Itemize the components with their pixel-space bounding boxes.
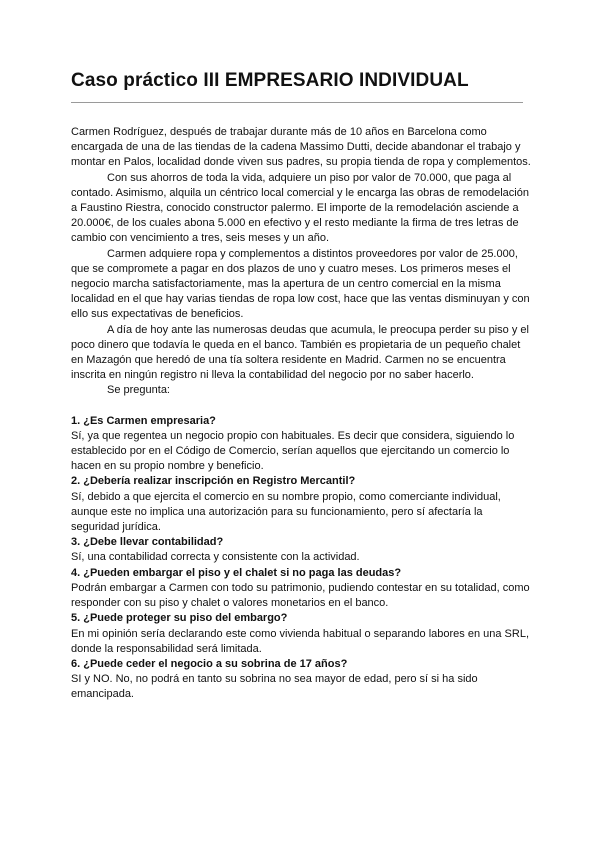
document-title: Caso práctico III EMPRESARIO INDIVIDUAL (71, 70, 469, 91)
title-divider (71, 102, 523, 103)
answer-1: Sí, ya que regentea un negocio propio con habituales. Es decir que considera, siguiendo lo establecido por en el Código de Comercio, serían aquellos que ejercitando un comercio lo hacen en su propio nombre y beneficio. (71, 429, 515, 473)
answer-6: SI y NO. No, no podrá en tanto su sobrina no sea mayor de edad, pero sí si ha sido emancipada. (71, 673, 478, 701)
answer-4: Podrán embargar a Carmen con todo su patrimonio, pudiendo contestar en su totalidad, como responder con su piso y chalet o valores monetarios en el banco. (71, 581, 530, 610)
question-3: 3. ¿Debe llevar contabilidad? (71, 536, 224, 549)
question-4: 4. ¿Pueden embargar el piso y el chalet si no paga las deudas? (71, 566, 402, 579)
paragraph-savings: Con sus ahorros de toda la vida, adquiere un piso por valor de 70.000, que paga al contado. Asimismo, alquila un céntrico local comercial y le encarga las obras de remodelación a Faustino Riestra, conocido constructor palermo. El importe de la remodelación asciende a 20.000€, de los cuales abona 5.000 en efectivo y el resto mediante la firma de tres letras de cambio con vencimiento a tres, seis meses y un año. (71, 171, 529, 245)
spacer (71, 399, 531, 414)
document-body (71, 125, 531, 703)
question-6: 6. ¿Puede ceder el negocio a su sobrina de 17 años? (71, 657, 348, 670)
question-2: 2. ¿Debería realizar inscripción en Registro Mercantil? (71, 475, 356, 488)
paragraph-debts: A día de hoy ante las numerosas deudas que acumula, le preocupa perder su piso y el poco dinero que todavía le queda en el banco. También es propietaria de un pequeño chalet en Mazagón que heredó de una tía soltera residente en Madrid. Carmen no se encuentra inscrita en ningún registro ni lleva la contabilidad del negocio por no saber hacerlo. (71, 323, 529, 382)
paragraph-suppliers: Carmen adquiere ropa y complementos a distintos proveedores por valor de 25.000, que se compromete a pagar en dos plazos de uno y cuatro meses. Los primeros meses el negocio marcha satisfactoriamente, mas la apertura de un centro comercial en la misma localidad en el que hay varias tiendas de ropa low cost, hace que las ventas disminuyan y con ello sus expectativas de beneficios. (71, 247, 530, 321)
paragraph-question-intro: Se pregunta: (107, 384, 170, 397)
question-1: 1. ¿Es Carmen empresaria? (71, 414, 216, 427)
answer-2: Sí, debido a que ejercita el comercio en su nombre propio, como comerciante individual, aunque este no implica una autorización para su funcionamiento, pero sí afectaría la seguridad jurídica. (71, 490, 501, 534)
answer-3: Sí, una contabilidad correcta y consistente con la actividad. (71, 551, 360, 564)
answer-5: En mi opinión sería declarando este como vivienda habitual o separando labores en una SRL, donde la responsabilidad será limitada. (71, 627, 530, 655)
question-5: 5. ¿Puede proteger su piso del embargo? (71, 612, 288, 625)
paragraph-intro: Carmen Rodríguez, después de trabajar durante más de 10 años en Barcelona como encargada de una de las tiendas de la cadena Massimo Dutti, decide abandonar el trabajo y montar en Palos, localidad donde viven sus padres, su propia tienda de ropa y complementos. (71, 126, 531, 169)
